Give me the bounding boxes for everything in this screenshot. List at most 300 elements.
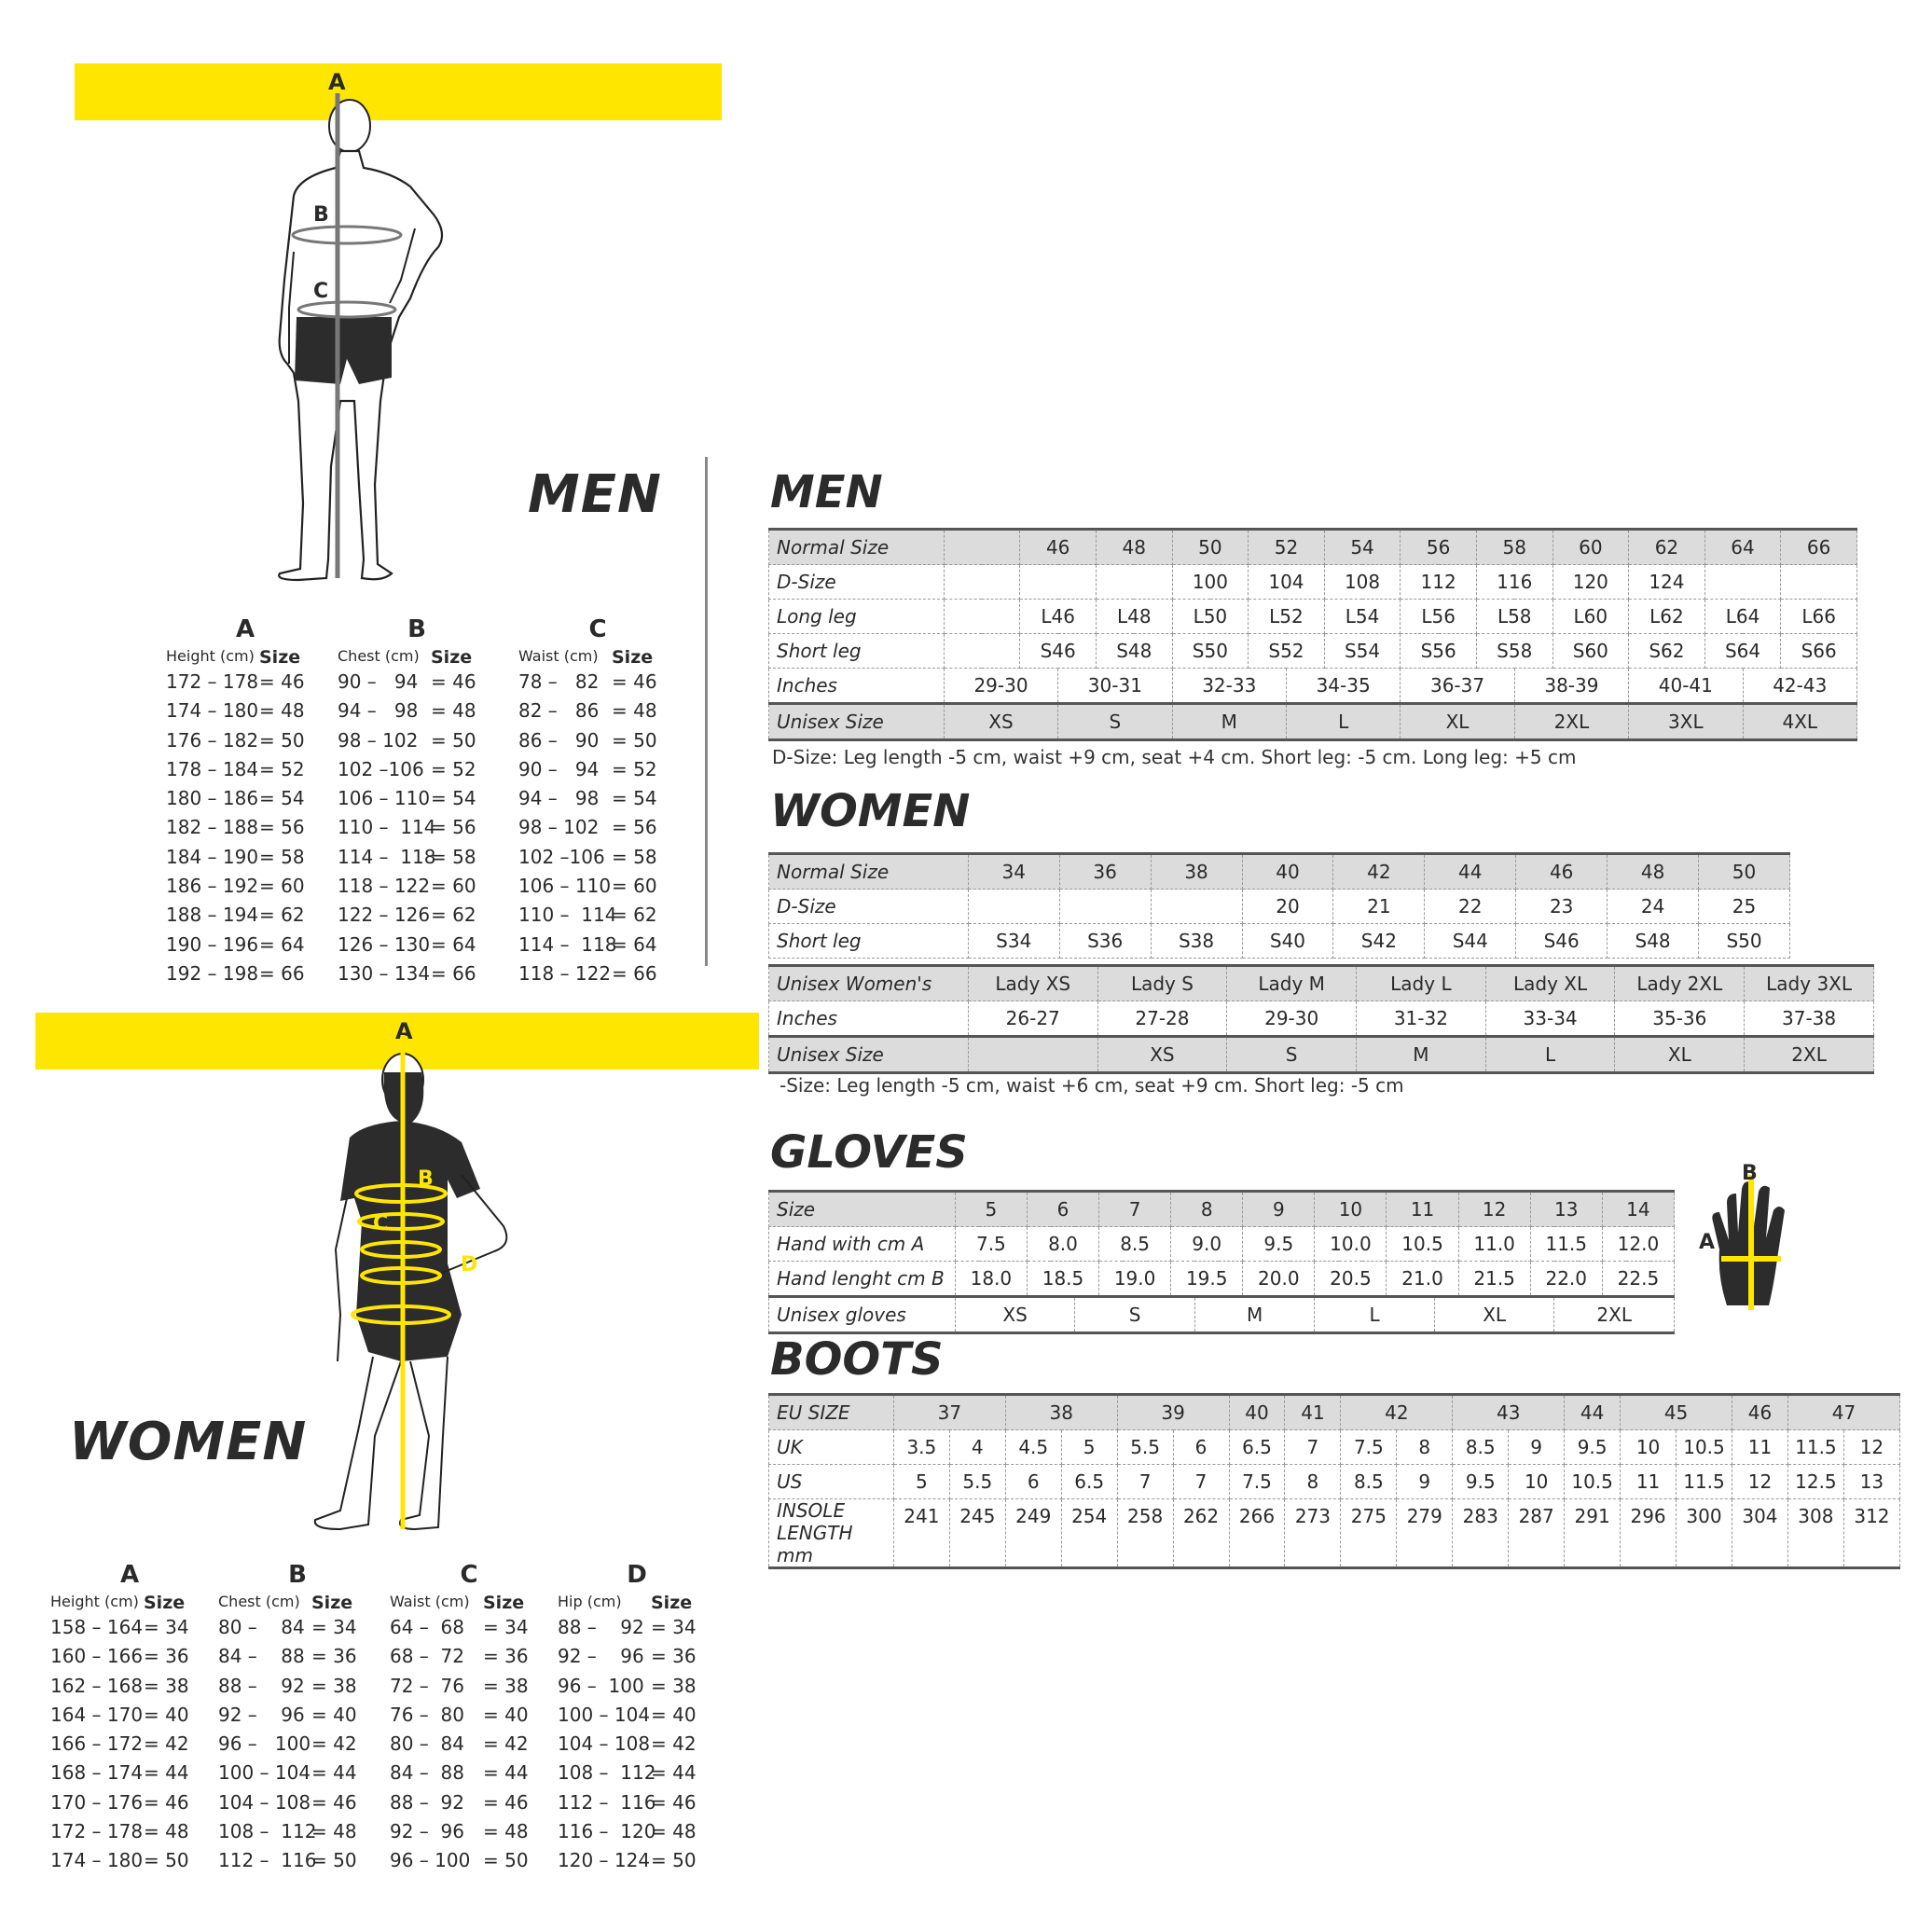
table-cell: Size: [769, 1192, 956, 1227]
table-cell: S52: [1249, 634, 1325, 669]
table-cell: L60: [1552, 600, 1629, 634]
men-row-0: [769, 530, 1857, 565]
measure-range: 164 – 170: [50, 1703, 144, 1726]
measure-size: = 36: [144, 1645, 189, 1668]
measure-size: = 64: [612, 932, 657, 956]
table-cell: 4.5: [1005, 1430, 1061, 1465]
table-cell: [1704, 565, 1781, 600]
table-cell: 5: [955, 1192, 1027, 1227]
table-cell: XS: [955, 1297, 1075, 1333]
table-cell: 9.5: [1243, 1227, 1315, 1262]
measure-header: [518, 647, 677, 668]
measure-size: = 44: [651, 1761, 697, 1785]
measure-row: [218, 1730, 377, 1759]
table-cell: L56: [1401, 600, 1477, 634]
measure-range: 94 – 98: [518, 787, 600, 810]
measure-size: = 40: [651, 1703, 697, 1726]
men-row-inches: [769, 669, 1857, 704]
table-cell: 29-30: [1227, 1001, 1357, 1037]
men-table-heading: MEN: [770, 466, 883, 518]
measure-row: [390, 1730, 548, 1759]
table-cell: Unisex Size: [769, 704, 945, 740]
measure-header: [558, 1593, 716, 1613]
measure-size-label: Size: [259, 647, 301, 668]
measure-size-label: Size: [144, 1593, 186, 1613]
table-cell: Unisex gloves: [769, 1297, 956, 1333]
measure-range: 182 – 188: [166, 816, 259, 839]
table-cell: 11.5: [1787, 1430, 1843, 1465]
measure-row: [218, 1672, 377, 1701]
table-cell: 279: [1397, 1499, 1453, 1568]
women-table-note: -Size: Leg length -5 cm, waist +6 cm, seat +9 cm. Short leg: -5 cm: [780, 1074, 1404, 1097]
women-unisex-row-0: [769, 966, 1874, 1001]
measure-unit-label: Chest (cm): [218, 1593, 300, 1610]
measure-size: = 46: [431, 670, 476, 693]
boots-insole-label: [769, 1499, 894, 1568]
measure-range: 96 – 100: [558, 1674, 644, 1697]
table-cell: 22: [1425, 890, 1516, 924]
measure-row: [50, 1701, 209, 1730]
table-cell: 7: [1285, 1430, 1341, 1465]
table-cell: 34-35: [1286, 669, 1400, 704]
measure-size: = 58: [431, 845, 476, 868]
table-cell: 48: [1608, 854, 1699, 890]
measure-size: = 48: [259, 699, 305, 723]
table-cell: 45: [1621, 1395, 1732, 1430]
measure-row: [50, 1788, 209, 1817]
measure-range: 178 – 184: [166, 757, 259, 780]
measure-row: [518, 697, 677, 725]
women-size-table: [768, 852, 1790, 959]
table-cell: Unisex Women's: [769, 966, 969, 1001]
measure-row: [218, 1613, 377, 1642]
measure-row: [338, 813, 496, 842]
measure-row: [390, 1613, 548, 1642]
measure-row: [390, 1642, 548, 1671]
table-cell: 21.0: [1387, 1262, 1458, 1297]
table-cell: 8: [1171, 1192, 1243, 1227]
table-cell: 104: [1249, 565, 1325, 600]
table-cell: L: [1286, 704, 1400, 740]
measure-range: 96 – 100: [390, 1849, 471, 1872]
table-cell: L: [1485, 1037, 1615, 1073]
table-cell: 9.5: [1453, 1465, 1509, 1499]
measure-row: [166, 901, 324, 930]
table-cell: 11: [1732, 1430, 1787, 1465]
measure-range: 104 – 108: [558, 1732, 651, 1756]
measure-range: 84 – 88: [218, 1645, 305, 1668]
table-cell: 41: [1285, 1395, 1341, 1430]
measure-row: [558, 1613, 716, 1642]
measure-range: 186 – 192: [166, 875, 259, 898]
measure-range: 166 – 172: [50, 1732, 144, 1756]
measure-size: = 48: [612, 699, 657, 723]
measure-letter: C: [460, 1561, 478, 1589]
measure-range: 102 –106: [338, 757, 424, 780]
measure-size: = 38: [144, 1674, 189, 1697]
measure-size: = 44: [483, 1761, 529, 1785]
measure-column: [218, 1561, 377, 1876]
measure-range: 172 – 178: [50, 1820, 144, 1843]
table-cell: Hand lenght cm B: [769, 1262, 956, 1297]
measure-size: = 66: [612, 961, 657, 985]
measure-row: [218, 1788, 377, 1817]
measure-letter: D: [627, 1561, 647, 1589]
measure-row: [166, 959, 324, 988]
table-cell: 9: [1243, 1192, 1315, 1227]
table-cell: L50: [1172, 600, 1249, 634]
measure-range: 88 – 92: [558, 1616, 644, 1638]
table-cell: 275: [1341, 1499, 1397, 1568]
table-cell: 39: [1117, 1395, 1229, 1430]
table-cell: 29-30: [944, 669, 1057, 704]
table-cell: 44: [1425, 854, 1516, 890]
table-cell: 296: [1621, 1499, 1677, 1568]
table-cell: 7: [1117, 1465, 1173, 1499]
measure-row: [390, 1672, 548, 1701]
men-marker-c: C: [313, 280, 329, 303]
table-cell: 50: [1699, 854, 1790, 890]
table-cell: S38: [1151, 924, 1242, 959]
table-cell: 36-37: [1401, 669, 1514, 704]
measure-size: = 50: [612, 728, 657, 752]
table-cell: L66: [1781, 600, 1857, 634]
table-cell: 8.5: [1453, 1430, 1509, 1465]
table-cell: 4XL: [1743, 704, 1856, 740]
table-cell: XS: [1097, 1037, 1227, 1073]
measure-size: = 60: [259, 875, 305, 898]
table-cell: 52: [1249, 530, 1325, 565]
measure-size: = 58: [612, 845, 657, 868]
table-cell: 9.5: [1565, 1430, 1621, 1465]
measure-header: [338, 647, 496, 668]
measure-range: 158 – 164: [50, 1616, 144, 1638]
table-cell: 13: [1843, 1465, 1899, 1499]
table-cell: [1151, 890, 1242, 924]
measure-size: = 48: [483, 1820, 529, 1843]
table-cell: 66: [1781, 530, 1857, 565]
measure-row: [50, 1672, 209, 1701]
table-cell: 8.0: [1027, 1227, 1098, 1262]
measure-row: [390, 1759, 548, 1787]
measure-size: = 64: [431, 932, 476, 956]
table-cell: [968, 1037, 1097, 1073]
table-cell: 12: [1732, 1465, 1787, 1499]
table-cell: [944, 634, 1020, 669]
measure-header: [218, 1593, 377, 1613]
measure-size: = 48: [651, 1820, 697, 1843]
table-cell: L46: [1020, 600, 1097, 634]
table-cell: 5.5: [949, 1465, 1005, 1499]
measure-row: [558, 1730, 716, 1759]
table-cell: 6: [1005, 1465, 1061, 1499]
measure-column: [518, 615, 677, 988]
table-cell: 12.0: [1602, 1227, 1674, 1262]
table-cell: 19.0: [1099, 1262, 1171, 1297]
table-cell: S46: [1020, 634, 1097, 669]
measure-column: [50, 1561, 209, 1876]
table-cell: S62: [1629, 634, 1705, 669]
table-cell: 36: [1059, 854, 1151, 890]
women-unisex-row-1: [769, 1001, 1874, 1037]
measure-range: 112 – 116: [218, 1849, 317, 1872]
measure-size: = 34: [483, 1616, 529, 1638]
measure-size: = 60: [431, 875, 476, 898]
measure-range: 176 – 182: [166, 728, 259, 752]
measure-range: 112 – 116: [558, 1790, 656, 1814]
table-cell: 283: [1453, 1499, 1509, 1568]
measure-letter: A: [119, 1561, 140, 1589]
table-cell: 34: [968, 854, 1059, 890]
table-cell: Long leg: [769, 600, 945, 634]
table-cell: S50: [1172, 634, 1249, 669]
table-cell: 9: [1397, 1465, 1453, 1499]
measure-size: = 52: [431, 757, 476, 780]
table-cell: L: [1315, 1297, 1435, 1333]
measure-range: 78 – 82: [518, 670, 600, 693]
measure-size: = 44: [311, 1761, 357, 1785]
measure-row: [50, 1613, 209, 1642]
measure-row: [518, 959, 677, 988]
measure-row: [166, 726, 324, 755]
measure-column: [558, 1561, 716, 1876]
table-cell: 44: [1565, 1395, 1621, 1430]
table-cell: 10.5: [1565, 1465, 1621, 1499]
table-cell: XL: [1434, 1297, 1554, 1333]
table-cell: [1020, 565, 1097, 600]
measure-size: = 48: [144, 1820, 189, 1843]
measure-size: = 60: [612, 875, 657, 898]
measure-range: 92 – 96: [390, 1820, 464, 1843]
table-cell: S58: [1476, 634, 1552, 669]
table-cell: 40-41: [1629, 669, 1743, 704]
table-cell: 11.5: [1677, 1465, 1732, 1499]
table-cell: 18.5: [1027, 1262, 1098, 1297]
measure-size: = 34: [311, 1616, 357, 1638]
measure-row: [338, 784, 496, 813]
men-table-note: D-Size: Leg length -5 cm, waist +9 cm, seat +4 cm. Short leg: -5 cm. Long leg: +5 cm: [772, 746, 1577, 768]
women-marker-b: B: [418, 1167, 434, 1191]
measure-row: [558, 1672, 716, 1701]
table-cell: 262: [1173, 1499, 1229, 1568]
table-cell: 11: [1387, 1192, 1458, 1227]
men-row-2: [769, 600, 1857, 634]
measure-range: 102 –106: [518, 845, 605, 868]
table-cell: Inches: [769, 669, 945, 704]
table-cell: 40: [1242, 854, 1333, 890]
measure-range: 106 – 110: [338, 787, 431, 810]
measure-size: = 54: [259, 787, 305, 810]
measure-row: [166, 931, 324, 959]
measure-range: 64 – 68: [390, 1616, 464, 1638]
table-cell: 3XL: [1629, 704, 1743, 740]
table-cell: 6.5: [1061, 1465, 1117, 1499]
measure-range: 120 – 124: [558, 1849, 651, 1872]
measure-size: = 46: [311, 1790, 357, 1814]
measure-size: = 52: [259, 757, 305, 780]
measure-range: 190 – 196: [166, 932, 259, 956]
measure-row: [518, 843, 677, 872]
table-cell: Lady XL: [1485, 966, 1615, 1001]
measure-letter: B: [288, 1561, 307, 1589]
measure-size: = 62: [612, 904, 657, 927]
measure-row: [166, 784, 324, 813]
measure-range: 90 – 94: [518, 757, 600, 780]
measure-range: 80 – 84: [218, 1616, 305, 1638]
measure-range: 172 – 178: [166, 670, 259, 693]
table-cell: UK: [769, 1430, 894, 1465]
table-cell: D-Size: [769, 565, 945, 600]
table-cell: 7.5: [955, 1227, 1027, 1262]
women-figure-heading: WOMEN: [69, 1412, 308, 1472]
table-cell: XS: [944, 704, 1057, 740]
table-cell: 43: [1453, 1395, 1565, 1430]
table-cell: 20: [1242, 890, 1333, 924]
table-cell: 38: [1151, 854, 1242, 890]
men-row-1: [769, 565, 1857, 600]
measure-range: 100 – 104: [218, 1761, 311, 1785]
measure-row: [518, 931, 677, 959]
measure-row: [518, 784, 677, 813]
measure-range: 116 – 120: [558, 1820, 656, 1843]
measure-size: = 50: [651, 1849, 697, 1872]
measure-size: = 38: [311, 1674, 357, 1697]
measure-row: [518, 872, 677, 901]
women-row-2: [769, 924, 1790, 959]
table-cell: 6: [1027, 1192, 1098, 1227]
table-cell: 22.0: [1530, 1262, 1602, 1297]
table-cell: Lady 2XL: [1615, 966, 1745, 1001]
table-cell: S: [1227, 1037, 1357, 1073]
measure-letter: B: [407, 615, 426, 643]
table-cell: 2XL: [1514, 704, 1628, 740]
measure-size: = 42: [144, 1732, 189, 1756]
measure-range: 96 – 100: [218, 1732, 311, 1756]
measure-row: [558, 1846, 716, 1875]
measure-range: 160 – 166: [50, 1645, 144, 1668]
table-cell: 7: [1099, 1192, 1171, 1227]
measure-size: = 64: [259, 932, 305, 956]
measure-row: [338, 843, 496, 872]
table-cell: 30-31: [1058, 669, 1172, 704]
table-cell: 31-32: [1357, 1001, 1486, 1037]
table-cell: 245: [949, 1499, 1005, 1568]
measure-size-label: Size: [651, 1593, 693, 1613]
measure-row: [166, 813, 324, 842]
table-cell: S44: [1425, 924, 1516, 959]
table-cell: 62: [1629, 530, 1705, 565]
men-size-table: [768, 528, 1857, 741]
table-cell: 241: [893, 1499, 949, 1568]
measure-size: = 40: [144, 1703, 189, 1726]
boots-row-us: [769, 1465, 1900, 1499]
table-cell: 10.0: [1315, 1227, 1387, 1262]
table-cell: 47: [1787, 1395, 1899, 1430]
measure-range: 80 – 84: [390, 1732, 464, 1756]
table-cell: EU SIZE: [769, 1395, 894, 1430]
table-cell: S48: [1096, 634, 1172, 669]
table-cell: 25: [1699, 890, 1790, 924]
table-cell: 2XL: [1745, 1037, 1874, 1073]
women-marker-c: C: [373, 1212, 389, 1235]
measure-range: 104 – 108: [218, 1790, 311, 1814]
measure-row: [558, 1817, 716, 1846]
measure-unit-label: Hip (cm): [558, 1593, 622, 1610]
measure-range: 94 – 98: [338, 699, 419, 723]
table-cell: Lady XS: [968, 966, 1097, 1001]
table-cell: 3.5: [893, 1430, 949, 1465]
measure-header: [390, 1593, 548, 1613]
measure-range: 88 – 92: [390, 1790, 464, 1814]
measure-size: = 66: [259, 961, 305, 985]
table-cell: S42: [1333, 924, 1425, 959]
measure-range: 98 – 102: [518, 816, 600, 839]
table-cell: 11: [1621, 1465, 1677, 1499]
measure-unit-label: Waist (cm): [390, 1593, 470, 1610]
measure-row: [338, 697, 496, 725]
table-cell: 249: [1005, 1499, 1061, 1568]
measure-range: 180 – 186: [166, 787, 259, 810]
table-cell: 5: [893, 1465, 949, 1499]
measure-size: = 66: [431, 961, 476, 985]
measure-row: [166, 843, 324, 872]
table-cell: S60: [1552, 634, 1629, 669]
table-cell: 120: [1552, 565, 1629, 600]
table-cell: 18.0: [955, 1262, 1027, 1297]
table-cell: M: [1172, 704, 1286, 740]
gloves-row-2: [769, 1262, 1675, 1297]
measure-size: = 54: [431, 787, 476, 810]
men-row-unisex: [769, 704, 1857, 740]
measure-size: = 54: [612, 787, 657, 810]
measure-unit-label: Chest (cm): [338, 647, 420, 665]
measure-range: 106 – 110: [518, 875, 612, 898]
table-cell: 100: [1172, 565, 1249, 600]
measure-unit-label: Height (cm): [166, 647, 255, 665]
gloves-row-unisex: [769, 1297, 1675, 1333]
measure-size: = 50: [483, 1849, 529, 1872]
measure-size: = 42: [483, 1732, 529, 1756]
table-cell: 287: [1509, 1499, 1565, 1568]
table-cell: M: [1194, 1297, 1315, 1333]
measure-range: 82 – 86: [518, 699, 600, 723]
measure-range: 174 – 180: [166, 699, 259, 723]
table-cell: S54: [1324, 634, 1401, 669]
table-cell: [968, 890, 1059, 924]
measure-size: = 36: [311, 1645, 357, 1668]
table-cell: 12: [1843, 1430, 1899, 1465]
table-cell: 10: [1509, 1465, 1565, 1499]
measure-range: 92 – 96: [558, 1645, 644, 1668]
table-cell: 19.5: [1171, 1262, 1243, 1297]
table-cell: 8: [1285, 1465, 1341, 1499]
measure-size: = 46: [651, 1790, 697, 1814]
table-cell: 42: [1341, 1395, 1453, 1430]
measure-row: [218, 1846, 377, 1875]
measure-range: 114 – 118: [518, 932, 617, 956]
measure-row: [518, 755, 677, 784]
table-cell: Lady S: [1097, 966, 1227, 1001]
hand-marker-b: B: [1742, 1162, 1758, 1185]
table-cell: [1096, 565, 1172, 600]
table-cell: 26-27: [968, 1001, 1097, 1037]
measure-row: [50, 1817, 209, 1846]
measure-row: [50, 1730, 209, 1759]
measure-column: [166, 615, 324, 988]
table-cell: S66: [1781, 634, 1857, 669]
table-cell: 23: [1516, 890, 1608, 924]
measure-column: [338, 615, 496, 988]
